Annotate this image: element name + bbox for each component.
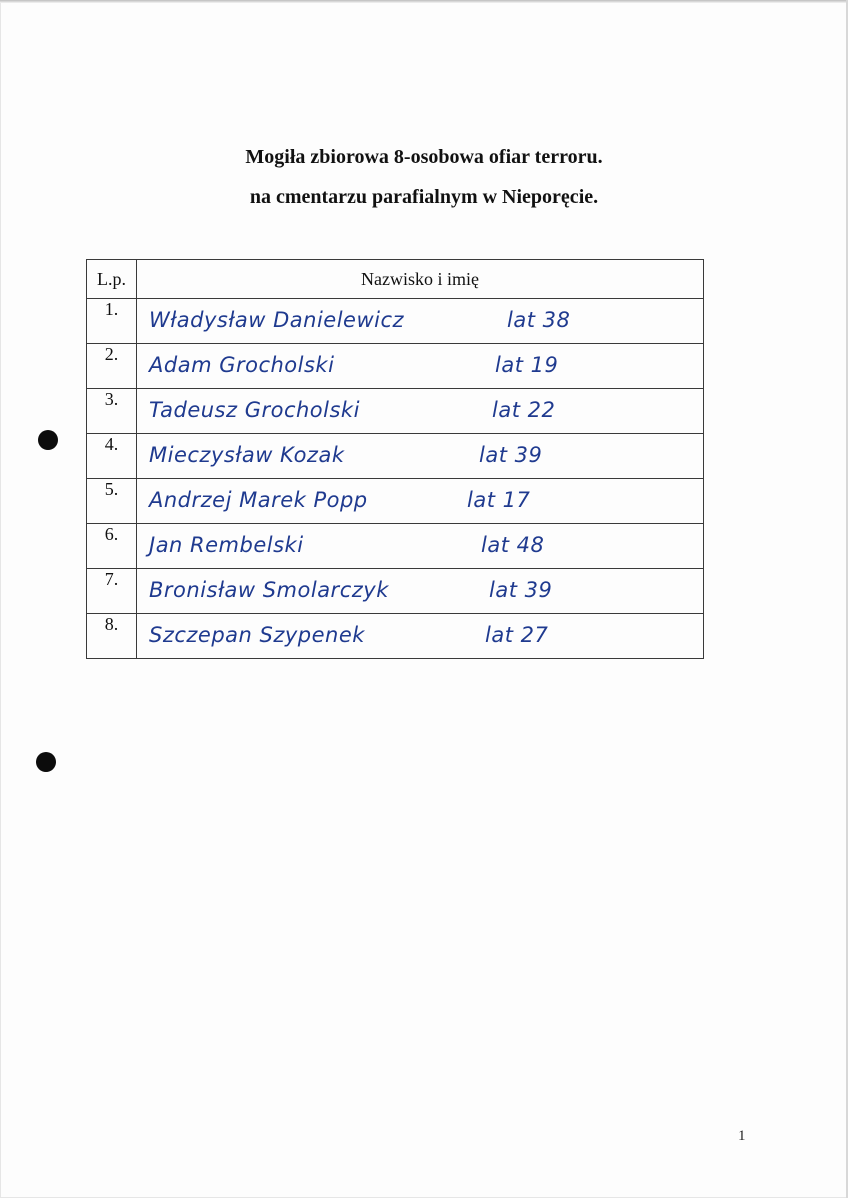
row-number: 5. bbox=[87, 479, 137, 524]
handwritten-age: lat 39 bbox=[479, 443, 543, 467]
row-number: 8. bbox=[87, 614, 137, 659]
table-row bbox=[87, 389, 704, 434]
row-number: 1. bbox=[87, 299, 137, 344]
column-header-lp: L.p. bbox=[87, 260, 137, 299]
row-number: 7. bbox=[87, 569, 137, 614]
handwritten-age: lat 17 bbox=[467, 488, 531, 512]
row-number: 3. bbox=[87, 389, 137, 434]
scan-top-edge bbox=[0, 0, 848, 3]
handwritten-name: Szczepan Szypenek bbox=[149, 623, 365, 647]
column-header-name: Nazwisko i imię bbox=[137, 260, 704, 299]
entry-cell bbox=[137, 479, 704, 524]
handwritten-name: Władysław Danielewicz bbox=[149, 308, 405, 332]
handwritten-name: Mieczysław Kozak bbox=[149, 443, 345, 467]
table-row bbox=[87, 299, 704, 344]
handwritten-age: lat 39 bbox=[489, 578, 553, 602]
entry-cell bbox=[137, 389, 704, 434]
entry-cell bbox=[137, 344, 704, 389]
document-title: Mogiła zbiorowa 8-osobowa ofiar terroru. bbox=[245, 146, 603, 168]
handwritten-name: Bronisław Smolarczyk bbox=[149, 578, 389, 602]
handwritten-age: lat 19 bbox=[495, 353, 559, 377]
table-row bbox=[87, 524, 704, 569]
row-number: 6. bbox=[87, 524, 137, 569]
document-subtitle: na cmentarzu parafialnym w Nieporęcie. bbox=[249, 186, 599, 208]
entry-cell bbox=[137, 569, 704, 614]
handwritten-age: lat 27 bbox=[485, 623, 549, 647]
handwritten-name: Tadeusz Grocholski bbox=[149, 398, 360, 422]
entry-cell bbox=[137, 524, 704, 569]
row-number: 4. bbox=[87, 434, 137, 479]
row-number: 2. bbox=[87, 344, 137, 389]
table-row bbox=[87, 569, 704, 614]
victims-table bbox=[86, 259, 704, 659]
handwritten-name: Jan Rembelski bbox=[149, 533, 304, 557]
entry-cell bbox=[137, 434, 704, 479]
handwritten-age: lat 22 bbox=[492, 398, 556, 422]
table-row bbox=[87, 434, 704, 479]
entry-cell bbox=[137, 299, 704, 344]
handwritten-age: lat 48 bbox=[481, 533, 545, 557]
handwritten-age: lat 38 bbox=[507, 308, 571, 332]
table-header-row bbox=[87, 260, 704, 299]
page-number: 1 bbox=[738, 1128, 746, 1144]
table-row bbox=[87, 344, 704, 389]
entry-cell bbox=[137, 614, 704, 659]
handwritten-name: Andrzej Marek Popp bbox=[149, 488, 368, 512]
handwritten-name: Adam Grocholski bbox=[149, 353, 335, 377]
punch-hole bbox=[38, 430, 58, 450]
punch-hole bbox=[36, 752, 56, 772]
table-row bbox=[87, 479, 704, 524]
table-row bbox=[87, 614, 704, 659]
